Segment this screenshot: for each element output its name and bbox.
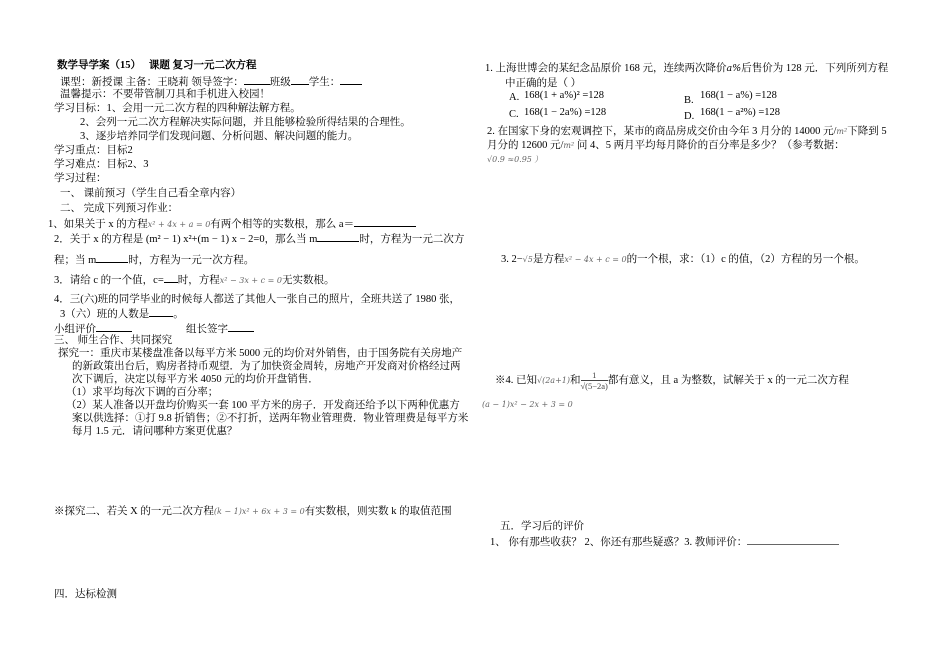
answer-blank-q3 — [164, 272, 178, 283]
leader-signature: 组长签字 — [186, 321, 254, 336]
document-title: 数学导学案（15） — [57, 60, 141, 71]
right-question-2-line-2: 月分的 12600 元/m² 问 4、5 两月平均每月降价的百分率是多少？（参考数据： — [487, 140, 845, 151]
explore-2: ※探究二、若关 X 的一元二次方程(k − 1)x² + 6x + 3 = 0有实数根，则实数 k 的取值范围 — [54, 506, 452, 517]
group-evaluation: 小组评价 — [54, 321, 132, 336]
answer-blank-q2b — [96, 252, 128, 263]
explore-1-line-1: 探究一：重庆市某楼盘准备以每平方米 5000 元的均价对外销售，由于国务院有关房地产 — [58, 348, 463, 359]
student-blank — [340, 74, 362, 85]
explore-1-question-2-line-1: （2）某人准备以开盘均价购买一套 100 平方米的房子．开发商还给予以下两种优惠方 — [66, 400, 460, 411]
explore-1-line-3: 次下调后，决定以每平方米 4050 元的均价开盘销售． — [72, 374, 319, 385]
right-question-3: 3. 2−√5是方程x² − 4x + c = 0的一个根，求：（1）c 的值，（2）方程的另一个根。 — [501, 254, 865, 265]
unit-square-meter: m² — [836, 127, 848, 136]
section-one-heading: 一、 课前预习（学生自己看全章内容） — [60, 188, 242, 199]
question-1: 1、如果关于 x 的方程x² + 4x + a = 0有两个相等的实数根，那么 a＝ — [48, 216, 416, 231]
answer-blank-q1 — [354, 216, 416, 227]
explore-1-line-2: 的新政策出台后，购房者持币观望．为了加快资金周转，房地产开发商对价格经过两 — [72, 361, 461, 372]
learning-goal-3: 3、逐步培养同学们发现问题、分析问题、解决问题的能力。 — [80, 131, 359, 142]
question-3: 3．请给 c 的一个值，c= 时，方程x² − 3x + c = 0无实数根。 — [54, 272, 335, 287]
difficult-point: 学习难点：目标2、3 — [54, 159, 149, 170]
question-2-line-2: 程；当 m 时，方程为一元一次方程。 — [54, 252, 254, 267]
explore-1-question-2-line-2: 案以供选择：①打 9.8 折销售；②不打折，送两年物业管理费．物业管理费是每平方米 — [72, 413, 469, 424]
right-question-1: 1. 上海世博会的某纪念品原价 168 元，连续两次降价a%后售价为 128 元．下列所列方程 — [485, 63, 889, 74]
option-a-text: 168(1 + a%)² =128 — [524, 90, 605, 101]
explore-1-question-2-line-3: 每月 1.5 元．请问哪种方案更优惠？ — [72, 426, 238, 437]
sqrt-2a-plus-1: √(2a+1) — [537, 375, 570, 385]
option-b — [684, 94, 694, 107]
leader-sign-blank-2 — [228, 321, 254, 332]
percent-symbol: a% — [726, 63, 742, 74]
section-five-heading: 五．学习后的评价 — [500, 521, 584, 532]
key-point: 学习重点：目标2 — [54, 145, 133, 156]
fraction-one-over-sqrt: $\frac{1}{√(5-2a)}$ — [580, 370, 608, 391]
equation-q3: x² − 3x + c = 0 — [219, 276, 283, 285]
equation-r4: (a − 1)x² − 2x + 3 = 0 — [482, 400, 573, 409]
lesson-meta: 课型：新授课 主备：王晓莉 领导签字： 班级 学生： — [60, 74, 362, 89]
class-blank — [291, 74, 309, 85]
reminder: 温馨提示：不要带管制刀具和手机进入校园！ — [60, 89, 270, 100]
question-4-line-1: 4．三(六)班的同学毕业的时候每人都送了其他人一张自己的照片，全班共送了 1980 张， — [54, 294, 460, 305]
right-question-4-line-1: ※4. 已知√(2a+1)和 $\frac{1}{√(5-2a)}$ 都有意义，且 a 为整数，试解关于 x 的一元二次方程 — [495, 370, 849, 391]
option-c-text: 168(1 − 2a%) =128 — [524, 107, 607, 118]
section-four-heading: 四．达标检测 — [54, 589, 117, 600]
option-d-label: D. — [684, 111, 695, 122]
lesson-topic: 课题 复习一元二次方程 — [148, 60, 257, 71]
sqrt-five: √5 — [522, 255, 533, 264]
learning-goal-1: 学习目标：1、会用一元二次方程的四种解法解方程。 — [54, 103, 301, 114]
question-2-line-1: 2．关于 x 的方程是 (m² − 1) x²+(m − 1) x − 2=0，那么当 m 时，方程为一元二次方 — [54, 231, 464, 246]
section-two-heading: 二、 完成下列预习作业： — [60, 203, 179, 214]
evaluation-questions: 1、 你有那些收获？ 2、你还有那些疑惑？3. 教师评价： — [490, 535, 839, 549]
explore-1-question-1: （1）求平均每次下调的百分率； — [66, 387, 219, 398]
option-a-label: A. — [509, 92, 520, 103]
option-c-label: C. — [509, 109, 519, 120]
option-a — [509, 91, 519, 104]
sqrt-reference: √0.9 ≈0.95 ） — [487, 155, 543, 164]
equation-explore-2: (k − 1)x² + 6x + 3 = 0 — [213, 507, 305, 516]
equation-r3: x² − 4x + c = 0 — [564, 255, 627, 264]
right-question-4-line-2 — [482, 398, 573, 411]
leader-sign-blank — [244, 74, 270, 85]
reference-data — [487, 153, 542, 166]
equation-q1: x² + 4x + a = 0 — [147, 220, 211, 229]
option-c — [509, 108, 519, 121]
unit-square-meter-2: m² — [563, 141, 575, 150]
right-question-2-line-1: 2. 在国家下身的宏观调控下，某市的商品房成交价由今年 3 月分的 14000 元/m²下降到 5 — [487, 126, 887, 137]
option-b-text: 168(1 − a%) =128 — [700, 90, 777, 101]
group-eval-blank — [96, 321, 132, 332]
option-b-label: B. — [684, 95, 694, 106]
learning-goal-2: 2、会列一元二次方程解决实际问题，并且能够检验所得结果的合理性。 — [80, 117, 411, 128]
answer-blank-q4 — [149, 306, 173, 317]
answer-blank-q2a — [317, 231, 359, 242]
question-4-line-2: 3（六）班的人数是 。 — [60, 306, 184, 321]
right-question-1-prompt: 中正确的是（ ） — [505, 78, 582, 89]
teacher-evaluation-blank — [747, 535, 839, 545]
learning-process: 学习过程： — [54, 173, 107, 184]
page-title — [57, 59, 257, 72]
option-d-text: 168(1 − a²%) =128 — [700, 107, 781, 118]
section-three-heading: 三、 师生合作、共同探究 — [54, 335, 173, 346]
option-d — [684, 110, 694, 123]
